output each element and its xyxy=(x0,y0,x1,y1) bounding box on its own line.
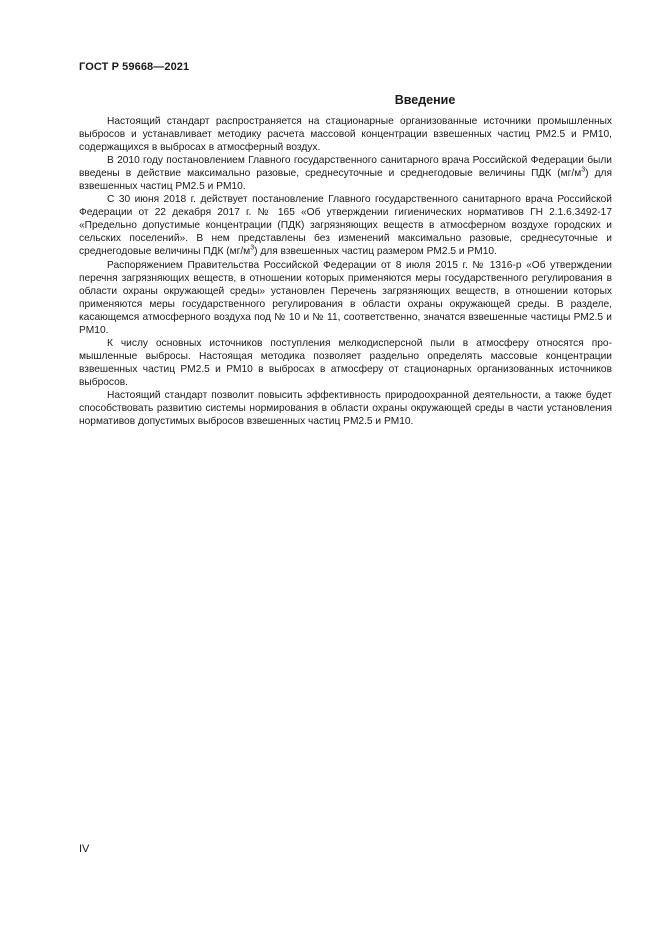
section-title: Введение xyxy=(394,93,456,107)
page-number: IV xyxy=(79,843,90,855)
document-header-code: ГОСТ Р 59668—2021 xyxy=(79,61,190,73)
paragraph-6: Настоящий стандарт позволит повысить эффективность природоохранной деятельности, а также будет способствовать развитию системы нормирования в области охраны окружающей среды в части установления нормативов допустимых выбросов взвешенных частиц PM2.5 и PM10. xyxy=(79,389,612,428)
paragraph-2-superscript: 3 xyxy=(581,166,586,174)
paragraph-1: Настоящий стандарт распространяется на стационарные организованные источники промышленных выбросов и устанавливает методику расчета массовой концентрации взвешенных частиц PM2.5 и PM10, содержащихся в выбросах в атмосферный воздух. xyxy=(79,116,612,154)
paragraph-3-text-before: С 30 июня 2018 г. действует постановление Главного государственного санитарного врача Российской Федерации от 22 декабря 2017 г. № 165 «Об утверждении гигиенических нормативов ГН 2.1.6.3492-17 «Предельно допустимые концентрации (ПДК) загрязняющих веществ в атмосферном воздухе городских и сельских поселений». В нем представлены без изменений максимально разовые, среднесуточные и среднегодовые величины ПДК (мг/м xyxy=(79,194,612,258)
introduction-body xyxy=(79,115,612,428)
paragraph-2-text-after: ) для взвешенных частиц PM2.5 и PM10. xyxy=(79,168,612,193)
paragraph-3-superscript: 3 xyxy=(250,245,255,253)
paragraph-3 xyxy=(79,193,612,258)
paragraph-2 xyxy=(79,154,612,193)
paragraph-2-text-before: В 2010 году постановлением Главного государственного санитарного врача Российской Федерации были введены в действие максимально разовые, среднесуточные и среднегодовые величины ПДК (мг/м xyxy=(79,155,612,180)
paragraph-3-text-after: ) для взвешенных частиц размером PM2.5 и PM10. xyxy=(254,246,497,258)
paragraph-5: К числу основных источников поступления мелкодисперсной пыли в атмосферу относятся промышленные выбросы. Настоящая методика позволяет раздельно определять массовые концентрации взвешенных частиц PM2.5 и PM10 в выбросах в атмосферу от стационарных организованных источников выбросов. xyxy=(79,337,612,388)
paragraph-4: Распоряжением Правительства Российской Федерации от 8 июля 2015 г. № 1316-р «Об утверждении перечня загрязняющих веществ, в отношении которых применяются меры государственного регулирования в области охраны окружающей среды» установлен Перечень загрязняющих веществ, в отношении которых применяются меры государственного регулирования в области охраны окружающей среды. В разделе, касающемся атмосферного воздуха под № 10 и № 11, соответственно, значатся взвешенные частицы PM2.5 и PM10. xyxy=(79,259,612,336)
